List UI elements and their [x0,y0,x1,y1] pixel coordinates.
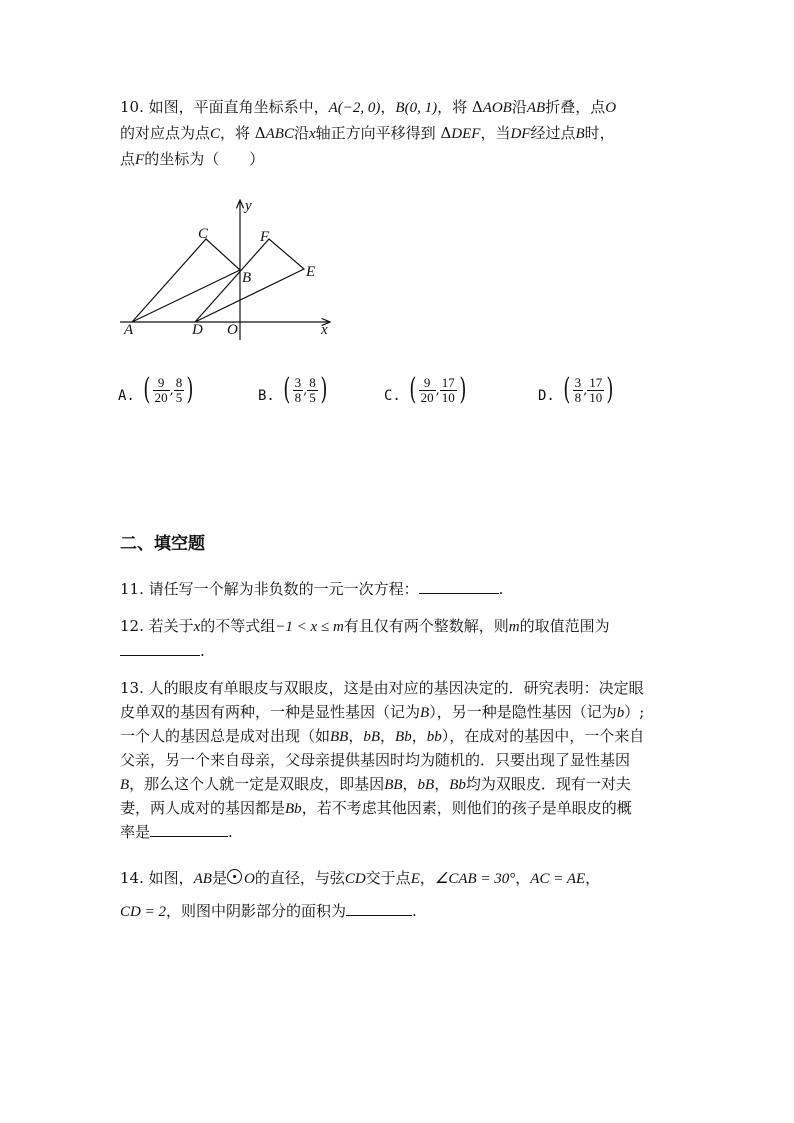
q13-line-3: 一个人的基因总是成对出现（如BB，bB，Bb，bb），在成对的基因中，一个来自 [120,727,645,745]
q14-line-1: 14. 如图，AB是 O的直径，与弦CD交于点E，∠CAB = 30°，AC = AE， [120,869,601,887]
option-d[interactable]: D. ( $\frac{3}{8}$ , $\frac{17}{10}$ ) [538,372,614,407]
label-y: y [245,198,252,214]
triangle-abc [132,239,240,322]
q12-inequality: −1 < x ≤ m [275,619,344,635]
q12-answer-blank[interactable] [120,639,200,656]
circle-dot-icon [227,869,242,884]
q13-line-1: 13. 人的眼皮有单眼皮与双眼皮，这是由对应的基因决定的．研究表明：决定眼 [120,679,644,697]
q13-line-4: 父亲，另一个来自母亲，父母亲提供基因时均为随机的．只要出现了显性基因 [120,751,631,769]
section-title: 二、填空题 [120,534,205,554]
label-c: C [198,226,209,242]
label-e: E [306,264,316,280]
q12-line-1: 12. 若关于x的不等式组−1 < x ≤ m有且仅有两个整数解，则m的取值范围为 [120,617,610,635]
coordinate-figure [115,195,345,345]
point-a: A(−2, 0) [328,100,381,116]
q14-answer-blank[interactable] [346,899,412,916]
label-x: x [321,322,328,338]
q10-line-1: 10. 如图，平面直角坐标系中，A(−2, 0)，B(0, 1)，将 ΔAOB沿AB折叠，点O [120,98,617,116]
q13-line-6: 妻，两人成对的基因都是Bb，若不考虑其他因素，则他们的孩子是单眼皮的概 [120,799,632,817]
option-b[interactable]: B. ( $\frac{3}{8}$ , $\frac{8}{5}$ ) [258,372,328,407]
option-c[interactable]: C. ( $\frac{9}{20}$ , $\frac{17}{10}$ ) [384,372,467,407]
q10-line-2: 的对应点为点C，将 ΔABC沿x轴正方向平移得到 ΔDEF，当DF经过点B时， [120,124,615,142]
q13-line-2: 皮单双的基因有两种，一种是显性基因（记为B），另一种是隐性基因（记为b）; [120,703,645,721]
label-b: B [242,270,252,286]
option-a[interactable]: A. ( $\frac{9}{20}$ , $\frac{8}{5}$ ) [118,372,194,407]
q11-answer-blank[interactable] [419,577,499,594]
label-a: A [124,322,134,338]
q13-line-7: 率是 . [120,819,690,845]
q14-line-2: CD = 2，则图中阴影部分的面积为 . [120,898,690,925]
point-b: B(0, 1) [395,100,438,116]
label-o: O [227,322,238,338]
q12-line-2: . [120,638,690,664]
q13-answer-blank[interactable] [150,820,228,837]
label-d: D [192,322,203,338]
label-f: F [260,229,270,245]
q13-line-5: B，那么这个人就一定是双眼皮，即基因BB，bB，Bb均为双眼皮．现有一对夫 [120,775,631,793]
q11: 11. 请任写一个解为非负数的一元一次方程： . [120,576,690,602]
q10-line-3: 点F的坐标为（ ） [120,150,265,168]
